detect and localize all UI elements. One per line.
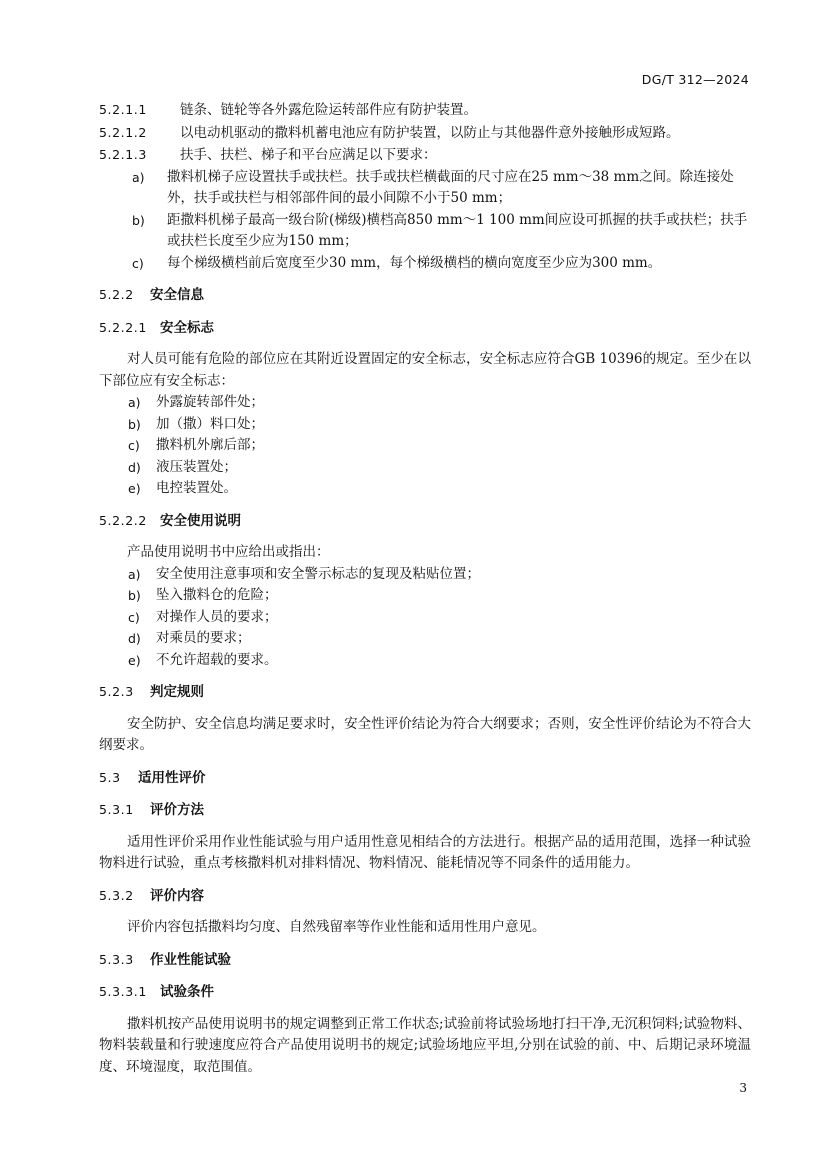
list-item-text: 对操作人员的要求； — [156, 608, 278, 625]
list-item-text: 撒料机外廓后部； — [156, 437, 264, 453]
clause-number: 5.2.1.3 — [99, 147, 147, 162]
safety-sign-intro: 对人员可能有危险的部位应在其附近设置固定的安全标志，安全标志应符合GB 10396的规定。至少在以下部位应有安全标志： — [99, 351, 751, 389]
list-marker: c) — [132, 255, 144, 271]
test-conditions-text: 撒料机按产品使用说明书的规定调整到正常工作状态;试验前将试验场地打扫干净,无沉积饲料;试验物料、物料装载量和行驶速度应符合产品使用说明书的规定;试验场地应平坦,分别在试验的前、中、后期记录环境温度、环境湿度，取范围值。 — [99, 1015, 751, 1075]
list-marker: d) — [128, 631, 141, 646]
list-item-text: 每个梯级横档前后宽度至少30 mm，每个梯级横档的横向宽度至少应为300 mm。 — [167, 254, 662, 271]
safety-sign-list — [99, 392, 751, 500]
section-title: 评价方法 — [150, 802, 204, 818]
clause-text: 链条、链轮等各外露危险运转部件应有防护装置。 — [180, 102, 477, 118]
section-number: 5.3.3.1 — [99, 984, 147, 999]
clause-text: 以电动机驱动的撒料机蓄电池应有防护装置，以防止与其他器件意外接触形成短路。 — [180, 124, 680, 141]
list-item — [99, 564, 751, 586]
list-item — [99, 167, 751, 210]
section-heading-5-3-1 — [99, 799, 751, 822]
judgement-rule-text: 安全防护、安全信息均满足要求时，安全性评价结论为符合大纲要求；否则，安全性评价结论为不符合大纲要求。 — [99, 715, 751, 753]
section-title: 适用性评价 — [138, 769, 206, 786]
evaluation-content-text: 评价内容包括撒料均匀度、自然残留率等作业性能和适用性用户意见。 — [127, 919, 546, 935]
clause-number: 5.2.1.1 — [99, 102, 147, 117]
section-heading-5-3-3-1 — [99, 981, 751, 1004]
list-item — [99, 585, 751, 607]
evaluation-method-text: 适用性评价采用作业性能试验与用户适用性意见相结合的方法进行。根据产品的适用范围，选择一种试验物料进行试验，重点考核撒料机对排料情况、物料情况、能耗情况等不同条件的适用能力。 — [99, 833, 751, 871]
list-item — [99, 414, 751, 436]
section-title: 判定规则 — [150, 684, 204, 700]
section-heading-5-2-3 — [99, 681, 751, 704]
page-number: 3 — [739, 1081, 747, 1095]
list-item — [99, 435, 751, 457]
list-item-text: 撒料机梯子应设置扶手或扶栏。扶手或扶栏横截面的尺寸应在25 mm～38 mm之间。除连接处外，扶手或扶栏与相邻部件间的最小间隙不小于50 mm； — [167, 168, 734, 206]
list-marker: e) — [128, 652, 141, 668]
section-title: 安全标志 — [160, 319, 214, 336]
section-heading-5-2-2-1 — [99, 317, 751, 340]
list-item-text: 电控装置处。 — [156, 480, 237, 496]
list-marker: b) — [128, 416, 141, 432]
standard-code: DG/T 312—2024 — [641, 72, 749, 87]
document-body — [99, 99, 751, 1078]
list-item — [99, 628, 751, 650]
section-number: 5.2.3 — [99, 684, 134, 699]
section-number: 5.2.2.1 — [99, 319, 147, 335]
section-number: 5.3.1 — [99, 802, 134, 817]
list-item-text: 坠入撒料仓的危险； — [156, 587, 278, 603]
list-marker: a) — [128, 395, 141, 410]
list-marker: e) — [128, 481, 141, 496]
list-item-text: 加（撒）料口处； — [156, 415, 264, 432]
manual-intro: 产品使用说明书中应给出或指出： — [127, 544, 330, 560]
list-item — [99, 392, 751, 414]
section-number: 5.3 — [99, 769, 121, 785]
clause-5-2-1-3 — [99, 144, 751, 167]
section-number: 5.3.3 — [99, 951, 134, 967]
list-item-text: 安全使用注意事项和安全警示标志的复现及粘贴位置； — [156, 565, 480, 582]
section-heading-5-2-2 — [99, 284, 751, 307]
list-marker: a) — [128, 566, 141, 582]
list-marker: c) — [128, 609, 140, 625]
section-heading-5-3-3 — [99, 949, 751, 972]
section-title: 安全信息 — [150, 287, 204, 303]
list-item-text: 对乘员的要求； — [156, 630, 251, 646]
list-marker: d) — [128, 459, 141, 475]
section-title: 评价内容 — [150, 887, 204, 904]
section-title: 作业性能试验 — [150, 951, 231, 968]
list-item-text: 外露旋转部件处； — [156, 394, 264, 410]
list-item-text: 不允许超载的要求。 — [156, 651, 278, 668]
list-item — [99, 457, 751, 479]
list-item — [99, 650, 751, 672]
list-marker: b) — [132, 212, 145, 228]
section-heading-5-3-2 — [99, 885, 751, 908]
section-heading-5-2-2-2 — [99, 510, 751, 533]
list-item — [99, 607, 751, 629]
section-title: 试验条件 — [160, 984, 214, 1000]
list-item — [99, 253, 751, 275]
list-marker: b) — [128, 588, 141, 603]
section-number: 5.3.2 — [99, 887, 134, 903]
list-marker: a) — [132, 169, 145, 185]
list-marker: c) — [128, 438, 140, 453]
section-number: 5.2.2 — [99, 287, 134, 302]
clause-5-2-1-2 — [99, 122, 751, 145]
section-title: 安全使用说明 — [160, 512, 241, 529]
list-item — [99, 478, 751, 500]
manual-list — [99, 564, 751, 672]
list-item — [99, 210, 751, 253]
clause-number: 5.2.1.2 — [99, 124, 147, 140]
clause-5-2-1-1 — [99, 99, 751, 122]
ladder-requirements-list — [99, 167, 751, 275]
list-item-text: 液压装置处； — [156, 458, 237, 475]
list-item-text: 距撒料机梯子最高一级台阶(梯级)横档高850 mm～1 100 mm间应设可抓握的扶手或扶栏；扶手或扶栏长度至少应为150 mm； — [167, 211, 748, 249]
section-number: 5.2.2.2 — [99, 512, 147, 528]
section-heading-5-3 — [99, 767, 751, 790]
clause-text: 扶手、扶栏、梯子和平台应满足以下要求： — [180, 147, 437, 163]
